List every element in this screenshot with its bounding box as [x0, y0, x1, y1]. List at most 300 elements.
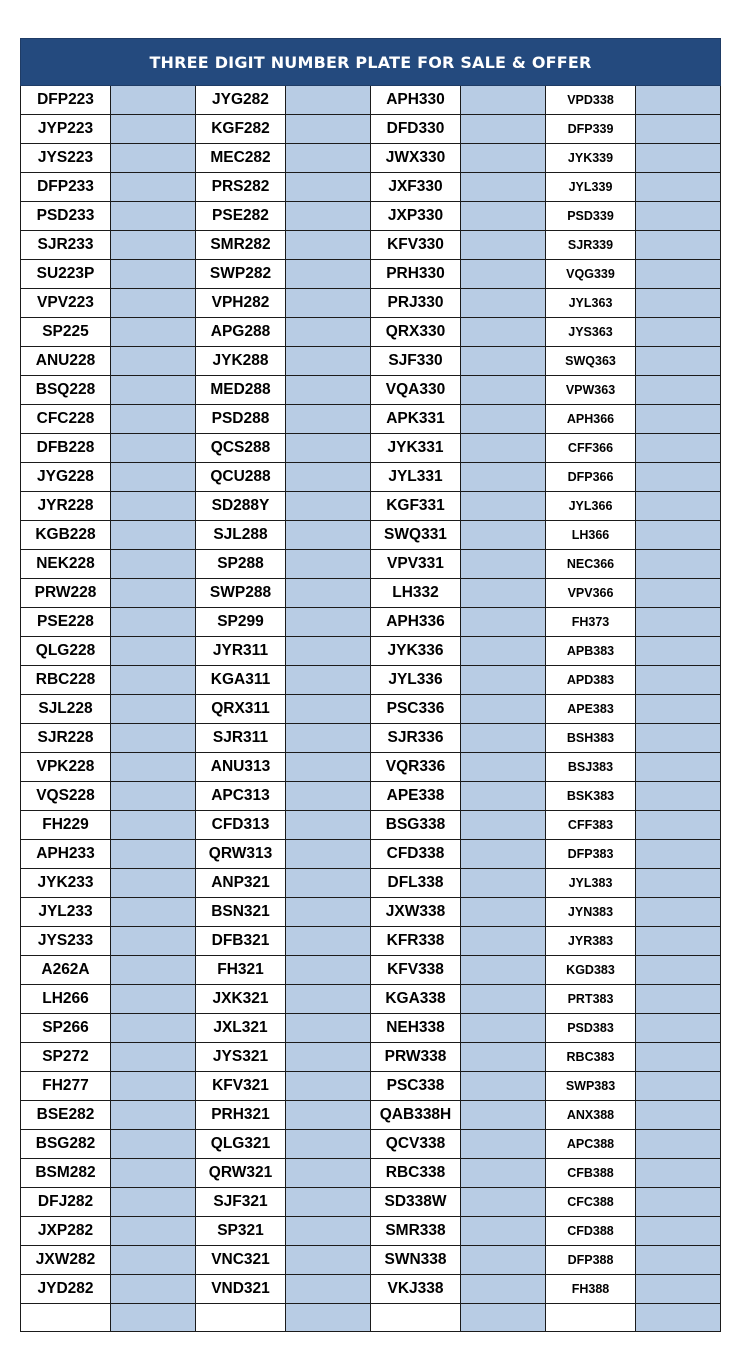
plate-number-cell: PRW228 [21, 579, 111, 608]
offer-cell[interactable] [286, 927, 371, 956]
plate-number-cell: SP321 [196, 1217, 286, 1246]
offer-cell[interactable] [461, 1188, 546, 1217]
table-row [21, 376, 721, 405]
offer-cell[interactable] [636, 1043, 721, 1072]
offer-cell[interactable] [461, 1130, 546, 1159]
offer-cell[interactable] [286, 86, 371, 115]
plate-number-cell: JXL321 [196, 1014, 286, 1043]
offer-cell[interactable] [111, 231, 196, 260]
offer-cell[interactable] [286, 318, 371, 347]
offer-cell[interactable] [286, 637, 371, 666]
plate-number-cell: JYL383 [546, 869, 636, 898]
offer-cell[interactable] [461, 202, 546, 231]
offer-cell[interactable] [111, 289, 196, 318]
table-row [21, 637, 721, 666]
plate-number-cell: SD288Y [196, 492, 286, 521]
plate-number-cell: APE383 [546, 695, 636, 724]
offer-cell[interactable] [111, 550, 196, 579]
offer-cell[interactable] [636, 782, 721, 811]
plate-number-cell: JYS223 [21, 144, 111, 173]
offer-cell[interactable] [111, 753, 196, 782]
offer-cell[interactable] [636, 840, 721, 869]
plate-number-cell: JYL339 [546, 173, 636, 202]
offer-cell[interactable] [286, 695, 371, 724]
plate-number-cell: JYL331 [371, 463, 461, 492]
plate-number-cell: APD383 [546, 666, 636, 695]
offer-cell[interactable] [286, 840, 371, 869]
table-row [21, 550, 721, 579]
plate-number-cell: JYP223 [21, 115, 111, 144]
plate-number-cell: APH330 [371, 86, 461, 115]
offer-cell[interactable] [286, 492, 371, 521]
plate-number-cell: LH266 [21, 985, 111, 1014]
plate-number-cell: RBC228 [21, 666, 111, 695]
plate-number-cell: DFP223 [21, 86, 111, 115]
plate-number-cell: QRW313 [196, 840, 286, 869]
offer-cell[interactable] [636, 376, 721, 405]
plate-number-cell: SWQ331 [371, 521, 461, 550]
plate-number-cell: SJF321 [196, 1188, 286, 1217]
plate-number-cell: KGF282 [196, 115, 286, 144]
offer-cell[interactable] [286, 1246, 371, 1275]
offer-cell[interactable] [636, 260, 721, 289]
offer-cell[interactable] [286, 1217, 371, 1246]
offer-cell[interactable] [636, 1304, 721, 1332]
plate-number-cell: SP272 [21, 1043, 111, 1072]
offer-cell[interactable] [636, 86, 721, 115]
offer-cell[interactable] [461, 86, 546, 115]
offer-cell[interactable] [636, 666, 721, 695]
offer-cell[interactable] [636, 869, 721, 898]
offer-cell[interactable] [636, 347, 721, 376]
plate-number-cell: BSQ228 [21, 376, 111, 405]
table-row [21, 1217, 721, 1246]
offer-cell[interactable] [461, 1014, 546, 1043]
offer-cell[interactable] [111, 985, 196, 1014]
offer-cell[interactable] [286, 724, 371, 753]
offer-cell[interactable] [111, 86, 196, 115]
offer-cell[interactable] [636, 318, 721, 347]
offer-cell[interactable] [461, 144, 546, 173]
offer-cell[interactable] [636, 463, 721, 492]
plate-number-cell: JYL336 [371, 666, 461, 695]
plate-number-cell: CFC228 [21, 405, 111, 434]
plate-number-cell: KGF331 [371, 492, 461, 521]
plate-number-cell: PSD339 [546, 202, 636, 231]
offer-cell[interactable] [461, 840, 546, 869]
offer-cell[interactable] [286, 260, 371, 289]
plate-number-cell: ANP321 [196, 869, 286, 898]
offer-cell[interactable] [286, 289, 371, 318]
offer-cell[interactable] [461, 1159, 546, 1188]
table-row [21, 811, 721, 840]
offer-cell[interactable] [461, 463, 546, 492]
offer-cell[interactable] [461, 115, 546, 144]
plate-number-cell: APB383 [546, 637, 636, 666]
plate-number-cell: ANU313 [196, 753, 286, 782]
table-row [21, 115, 721, 144]
plate-number-cell [371, 1304, 461, 1332]
plate-number-cell: LH332 [371, 579, 461, 608]
offer-cell[interactable] [111, 463, 196, 492]
plate-number-cell: PRS282 [196, 173, 286, 202]
offer-cell[interactable] [636, 695, 721, 724]
offer-cell[interactable] [111, 260, 196, 289]
table-row [21, 1130, 721, 1159]
plate-number-cell: SJR228 [21, 724, 111, 753]
table-row [21, 1101, 721, 1130]
plate-number-cell: VPV331 [371, 550, 461, 579]
offer-cell[interactable] [111, 1275, 196, 1304]
offer-cell[interactable] [111, 144, 196, 173]
offer-cell[interactable] [461, 289, 546, 318]
offer-cell[interactable] [461, 1304, 546, 1332]
plate-number-cell: JYN383 [546, 898, 636, 927]
offer-cell[interactable] [636, 289, 721, 318]
offer-cell[interactable] [636, 1246, 721, 1275]
plate-number-cell: RBC338 [371, 1159, 461, 1188]
offer-cell[interactable] [286, 463, 371, 492]
plate-number-cell: VPW363 [546, 376, 636, 405]
offer-cell[interactable] [111, 869, 196, 898]
offer-cell[interactable] [636, 144, 721, 173]
offer-cell[interactable] [111, 1072, 196, 1101]
offer-cell[interactable] [636, 1130, 721, 1159]
offer-cell[interactable] [461, 956, 546, 985]
offer-cell[interactable] [636, 405, 721, 434]
plate-number-cell: VQG339 [546, 260, 636, 289]
offer-cell[interactable] [461, 985, 546, 1014]
offer-cell[interactable] [111, 840, 196, 869]
plate-number-cell: VPD338 [546, 86, 636, 115]
offer-cell[interactable] [636, 1159, 721, 1188]
offer-cell[interactable] [461, 579, 546, 608]
offer-cell[interactable] [286, 1130, 371, 1159]
plate-number-cell: APC313 [196, 782, 286, 811]
offer-cell[interactable] [636, 608, 721, 637]
table-row [21, 231, 721, 260]
plate-number-cell: APH336 [371, 608, 461, 637]
plate-number-cell: PSC336 [371, 695, 461, 724]
offer-cell[interactable] [461, 869, 546, 898]
plate-number-cell: FH229 [21, 811, 111, 840]
plate-number-cell: JYK336 [371, 637, 461, 666]
offer-cell[interactable] [461, 1043, 546, 1072]
offer-cell[interactable] [636, 724, 721, 753]
plate-number-cell: MED288 [196, 376, 286, 405]
offer-cell[interactable] [111, 782, 196, 811]
plate-number-cell: QAB338H [371, 1101, 461, 1130]
offer-cell[interactable] [286, 173, 371, 202]
offer-cell[interactable] [286, 1275, 371, 1304]
plate-number-cell: QLG321 [196, 1130, 286, 1159]
offer-cell[interactable] [286, 579, 371, 608]
offer-cell[interactable] [286, 1304, 371, 1332]
offer-cell[interactable] [636, 1275, 721, 1304]
offer-cell[interactable] [461, 608, 546, 637]
plate-number-cell: BSN321 [196, 898, 286, 927]
offer-cell[interactable] [111, 1043, 196, 1072]
offer-cell[interactable] [286, 869, 371, 898]
offer-cell[interactable] [461, 898, 546, 927]
offer-cell[interactable] [111, 1101, 196, 1130]
plate-number-cell: PSE228 [21, 608, 111, 637]
plate-number-cell: FH321 [196, 956, 286, 985]
plate-number-cell: VQA330 [371, 376, 461, 405]
plate-number-cell: APC388 [546, 1130, 636, 1159]
plate-number-cell: DFP366 [546, 463, 636, 492]
plate-number-cell: SWQ363 [546, 347, 636, 376]
offer-cell[interactable] [636, 956, 721, 985]
offer-cell[interactable] [111, 521, 196, 550]
plate-number-cell: KFV338 [371, 956, 461, 985]
offer-cell[interactable] [286, 985, 371, 1014]
offer-cell[interactable] [286, 376, 371, 405]
offer-cell[interactable] [286, 1014, 371, 1043]
offer-cell[interactable] [461, 666, 546, 695]
offer-cell[interactable] [461, 376, 546, 405]
offer-cell[interactable] [461, 1101, 546, 1130]
offer-cell[interactable] [461, 347, 546, 376]
offer-cell[interactable] [111, 405, 196, 434]
plate-number-cell: SJF330 [371, 347, 461, 376]
offer-cell[interactable] [111, 927, 196, 956]
offer-cell[interactable] [286, 608, 371, 637]
table-row [21, 144, 721, 173]
table-row [21, 173, 721, 202]
plate-number-cell: SMR338 [371, 1217, 461, 1246]
plate-number-cell: SJL288 [196, 521, 286, 550]
plate-number-cell: JYK331 [371, 434, 461, 463]
plate-number-cell [21, 1304, 111, 1332]
offer-cell[interactable] [286, 144, 371, 173]
offer-cell[interactable] [636, 1101, 721, 1130]
offer-cell[interactable] [636, 927, 721, 956]
plate-number-cell [196, 1304, 286, 1332]
offer-cell[interactable] [461, 1072, 546, 1101]
plate-number-cell: DFP339 [546, 115, 636, 144]
plate-number-cell: CFC388 [546, 1188, 636, 1217]
offer-cell[interactable] [461, 492, 546, 521]
plate-number-cell: PRH330 [371, 260, 461, 289]
offer-cell[interactable] [111, 695, 196, 724]
plate-number-cell: JXW338 [371, 898, 461, 927]
table-row [21, 1188, 721, 1217]
offer-cell[interactable] [636, 202, 721, 231]
table-row [21, 927, 721, 956]
offer-cell[interactable] [286, 1159, 371, 1188]
plate-number-cell: RBC383 [546, 1043, 636, 1072]
offer-cell[interactable] [461, 811, 546, 840]
offer-cell[interactable] [111, 898, 196, 927]
offer-cell[interactable] [286, 434, 371, 463]
offer-cell[interactable] [111, 1130, 196, 1159]
offer-cell[interactable] [286, 347, 371, 376]
plate-number-cell: CFF366 [546, 434, 636, 463]
offer-cell[interactable] [461, 231, 546, 260]
offer-cell[interactable] [461, 434, 546, 463]
plate-number-cell: KGA338 [371, 985, 461, 1014]
offer-cell[interactable] [111, 115, 196, 144]
plate-number-cell: KGB228 [21, 521, 111, 550]
offer-cell[interactable] [111, 637, 196, 666]
offer-cell[interactable] [286, 753, 371, 782]
plate-number-cell: JYK288 [196, 347, 286, 376]
plate-number-cell: PRT383 [546, 985, 636, 1014]
plate-number-cell: JYG228 [21, 463, 111, 492]
plate-number-cell: FH277 [21, 1072, 111, 1101]
offer-cell[interactable] [461, 318, 546, 347]
offer-cell[interactable] [636, 1188, 721, 1217]
offer-cell[interactable] [636, 1014, 721, 1043]
plate-number-cell: FH388 [546, 1275, 636, 1304]
offer-cell[interactable] [636, 753, 721, 782]
plate-number-cell: JYL233 [21, 898, 111, 927]
plate-number-cell: JXW282 [21, 1246, 111, 1275]
plate-number-cell: QLG228 [21, 637, 111, 666]
offer-cell[interactable] [636, 115, 721, 144]
offer-cell[interactable] [636, 898, 721, 927]
plate-number-cell: KFV321 [196, 1072, 286, 1101]
offer-cell[interactable] [286, 811, 371, 840]
plate-number-cell: SWP288 [196, 579, 286, 608]
offer-cell[interactable] [286, 521, 371, 550]
plate-number-cell: BSE282 [21, 1101, 111, 1130]
table-row [21, 840, 721, 869]
table-title: THREE DIGIT NUMBER PLATE FOR SALE & OFFER [21, 39, 721, 86]
offer-cell[interactable] [286, 202, 371, 231]
offer-cell[interactable] [286, 898, 371, 927]
plate-number-cell: PRH321 [196, 1101, 286, 1130]
table-row [21, 753, 721, 782]
offer-cell[interactable] [461, 1275, 546, 1304]
plate-number-cell: VPV366 [546, 579, 636, 608]
offer-cell[interactable] [286, 782, 371, 811]
offer-cell[interactable] [111, 666, 196, 695]
offer-cell[interactable] [111, 608, 196, 637]
offer-cell[interactable] [111, 1217, 196, 1246]
plate-number-cell: QRX330 [371, 318, 461, 347]
plate-number-cell: QCU288 [196, 463, 286, 492]
plate-number-cell: NEK228 [21, 550, 111, 579]
offer-cell[interactable] [111, 376, 196, 405]
offer-cell[interactable] [111, 811, 196, 840]
offer-cell[interactable] [111, 202, 196, 231]
table-row [21, 1275, 721, 1304]
plate-number-cell: KGA311 [196, 666, 286, 695]
offer-cell[interactable] [636, 579, 721, 608]
offer-cell[interactable] [461, 927, 546, 956]
plate-number-cell: JXP330 [371, 202, 461, 231]
offer-cell[interactable] [111, 1188, 196, 1217]
offer-cell[interactable] [111, 956, 196, 985]
plate-number-cell: SWP383 [546, 1072, 636, 1101]
offer-cell[interactable] [636, 985, 721, 1014]
plate-number-cell: APG288 [196, 318, 286, 347]
offer-cell[interactable] [111, 492, 196, 521]
offer-cell[interactable] [461, 753, 546, 782]
plate-number-cell: SP266 [21, 1014, 111, 1043]
offer-cell[interactable] [636, 1072, 721, 1101]
offer-cell[interactable] [111, 1159, 196, 1188]
offer-cell[interactable] [286, 1188, 371, 1217]
offer-cell[interactable] [111, 579, 196, 608]
plate-number-cell: VPV223 [21, 289, 111, 318]
offer-cell[interactable] [286, 115, 371, 144]
offer-cell[interactable] [461, 724, 546, 753]
offer-cell[interactable] [636, 550, 721, 579]
table-row [21, 724, 721, 753]
plate-number-cell: BSJ383 [546, 753, 636, 782]
table-row [21, 202, 721, 231]
table-row [21, 985, 721, 1014]
offer-cell[interactable] [461, 405, 546, 434]
plate-number-cell: VQS228 [21, 782, 111, 811]
offer-cell[interactable] [636, 231, 721, 260]
offer-cell[interactable] [636, 521, 721, 550]
offer-cell[interactable] [461, 521, 546, 550]
offer-cell[interactable] [636, 173, 721, 202]
plate-number-cell: APK331 [371, 405, 461, 434]
offer-cell[interactable] [111, 1304, 196, 1332]
offer-cell[interactable] [111, 724, 196, 753]
plate-number-cell: CFF383 [546, 811, 636, 840]
offer-cell[interactable] [461, 695, 546, 724]
offer-cell[interactable] [636, 637, 721, 666]
offer-cell[interactable] [286, 666, 371, 695]
plate-number-cell: SMR282 [196, 231, 286, 260]
plate-number-cell: JYR311 [196, 637, 286, 666]
plate-number-cell: QRW321 [196, 1159, 286, 1188]
offer-cell[interactable] [111, 173, 196, 202]
offer-cell[interactable] [636, 1217, 721, 1246]
offer-cell[interactable] [286, 1043, 371, 1072]
offer-cell[interactable] [636, 811, 721, 840]
offer-cell[interactable] [461, 550, 546, 579]
offer-cell[interactable] [636, 492, 721, 521]
offer-cell[interactable] [111, 1246, 196, 1275]
table-row [21, 1043, 721, 1072]
plate-number-cell: DFP383 [546, 840, 636, 869]
table-row [21, 405, 721, 434]
table-row [21, 492, 721, 521]
offer-cell[interactable] [286, 1072, 371, 1101]
offer-cell[interactable] [111, 318, 196, 347]
offer-cell[interactable] [286, 231, 371, 260]
offer-cell[interactable] [111, 434, 196, 463]
plate-number-cell: JXF330 [371, 173, 461, 202]
offer-cell[interactable] [461, 173, 546, 202]
offer-cell[interactable] [461, 1246, 546, 1275]
offer-cell[interactable] [461, 782, 546, 811]
table-row [21, 782, 721, 811]
plate-number-cell: SJR336 [371, 724, 461, 753]
offer-cell[interactable] [286, 550, 371, 579]
offer-cell[interactable] [286, 956, 371, 985]
offer-cell[interactable] [286, 405, 371, 434]
table-row [21, 608, 721, 637]
plate-number-cell: CFB388 [546, 1159, 636, 1188]
offer-cell[interactable] [461, 637, 546, 666]
offer-cell[interactable] [111, 1014, 196, 1043]
plate-number-cell: CFD313 [196, 811, 286, 840]
offer-cell[interactable] [286, 1101, 371, 1130]
offer-cell[interactable] [461, 260, 546, 289]
offer-cell[interactable] [111, 347, 196, 376]
offer-cell[interactable] [461, 1217, 546, 1246]
plate-number-cell: ANX388 [546, 1101, 636, 1130]
offer-cell[interactable] [636, 434, 721, 463]
